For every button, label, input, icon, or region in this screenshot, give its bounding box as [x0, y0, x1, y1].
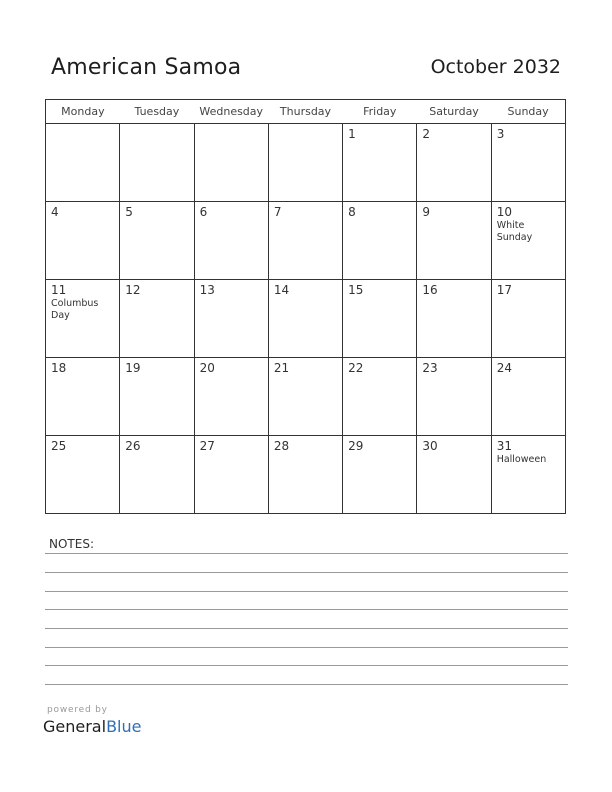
day-number: 29 — [348, 439, 364, 453]
calendar-day-cell — [194, 280, 268, 358]
day-number: 26 — [125, 439, 141, 453]
day-number: 16 — [422, 283, 438, 297]
day-number: 28 — [273, 439, 290, 453]
note-line — [45, 553, 568, 554]
note-line — [45, 647, 568, 648]
day-number: 11 — [51, 283, 67, 297]
calendar-day-cell — [268, 124, 342, 202]
calendar-day-cell — [46, 124, 120, 202]
weekday-monday: Monday — [46, 100, 120, 124]
calendar-day-cell — [417, 436, 491, 514]
day-number: 27 — [199, 439, 215, 453]
day-number: 30 — [422, 439, 438, 453]
weekday-header-row — [46, 100, 566, 124]
calendar-week-row — [46, 436, 566, 514]
calendar-day-cell — [120, 436, 194, 514]
day-number: 8 — [348, 205, 356, 219]
day-number: 13 — [199, 283, 215, 297]
note-line — [45, 684, 568, 685]
note-line — [45, 591, 568, 592]
day-number: 22 — [348, 361, 364, 375]
note-line — [45, 665, 568, 666]
calendar-day-cell — [194, 436, 268, 514]
notes-label: NOTES: — [49, 537, 94, 551]
calendar-day-cell — [417, 202, 491, 280]
note-line — [45, 572, 568, 573]
calendar-day-cell — [491, 124, 565, 202]
calendar-day-cell — [120, 358, 194, 436]
day-number: 18 — [51, 361, 67, 375]
day-number: 25 — [51, 439, 67, 453]
calendar-day-cell — [120, 124, 194, 202]
calendar-day-cell — [491, 358, 565, 436]
brand-general-text: General — [43, 717, 107, 736]
calendar-day-cell — [194, 124, 268, 202]
day-number: 23 — [422, 361, 438, 375]
day-number: 17 — [496, 283, 512, 297]
calendar-day-cell — [343, 436, 417, 514]
day-number: 10 — [496, 205, 512, 219]
calendar-day-cell — [417, 358, 491, 436]
calendar-week-row — [46, 280, 566, 358]
calendar-day-cell — [491, 202, 565, 280]
calendar-day-cell — [343, 280, 417, 358]
day-number: 14 — [273, 283, 290, 297]
weekday-thursday: Thursday — [268, 100, 342, 124]
calendar-body — [46, 124, 566, 514]
weekday-sunday: Sunday — [491, 100, 565, 124]
day-number: 12 — [125, 283, 141, 297]
calendar-day-cell — [46, 358, 120, 436]
calendar-week-row — [46, 358, 566, 436]
calendar-day-cell — [343, 202, 417, 280]
generalblue-logo — [43, 717, 141, 736]
day-number: 21 — [273, 361, 290, 375]
holiday-label: White Sunday — [496, 220, 533, 243]
calendar-grid — [45, 99, 566, 514]
day-number: 9 — [422, 205, 431, 219]
calendar-day-cell — [194, 202, 268, 280]
weekday-tuesday: Tuesday — [120, 100, 194, 124]
calendar-country-title: American Samoa — [51, 55, 242, 80]
calendar-day-cell — [46, 202, 120, 280]
calendar-day-cell — [268, 358, 342, 436]
day-number: 2 — [422, 127, 431, 141]
calendar-day-cell — [120, 280, 194, 358]
calendar-day-cell — [417, 280, 491, 358]
calendar-day-cell — [268, 280, 342, 358]
note-line — [45, 609, 568, 610]
calendar-day-cell — [46, 280, 120, 358]
holiday-label: Columbus Day — [51, 298, 99, 321]
calendar-day-cell — [343, 358, 417, 436]
day-number: 24 — [496, 361, 512, 375]
weekday-saturday: Saturday — [417, 100, 491, 124]
calendar-week-row — [46, 202, 566, 280]
holiday-label: Halloween — [496, 454, 547, 465]
day-number: 5 — [125, 205, 133, 219]
day-number: 3 — [496, 127, 505, 141]
brand-blue-text: Blue — [106, 717, 142, 736]
calendar-day-cell — [268, 202, 342, 280]
calendar-month-year: October 2032 — [430, 56, 561, 78]
day-number: 15 — [348, 283, 364, 297]
day-number: 6 — [199, 205, 208, 219]
calendar-day-cell — [120, 202, 194, 280]
day-number: 1 — [348, 127, 356, 141]
calendar-day-cell — [343, 124, 417, 202]
day-number: 19 — [125, 361, 141, 375]
weekday-wednesday: Wednesday — [194, 100, 268, 124]
calendar-day-cell — [417, 124, 491, 202]
day-number: 20 — [199, 361, 215, 375]
powered-by-text: powered by — [47, 705, 108, 715]
calendar-day-cell — [46, 436, 120, 514]
calendar-day-cell — [268, 436, 342, 514]
calendar-day-cell — [491, 436, 565, 514]
day-number: 31 — [496, 439, 512, 453]
note-line — [45, 628, 568, 629]
day-number: 7 — [273, 205, 282, 219]
calendar-week-row — [46, 124, 566, 202]
calendar-day-cell — [194, 358, 268, 436]
day-number: 4 — [51, 205, 59, 219]
weekday-friday: Friday — [343, 100, 417, 124]
calendar-day-cell — [491, 280, 565, 358]
